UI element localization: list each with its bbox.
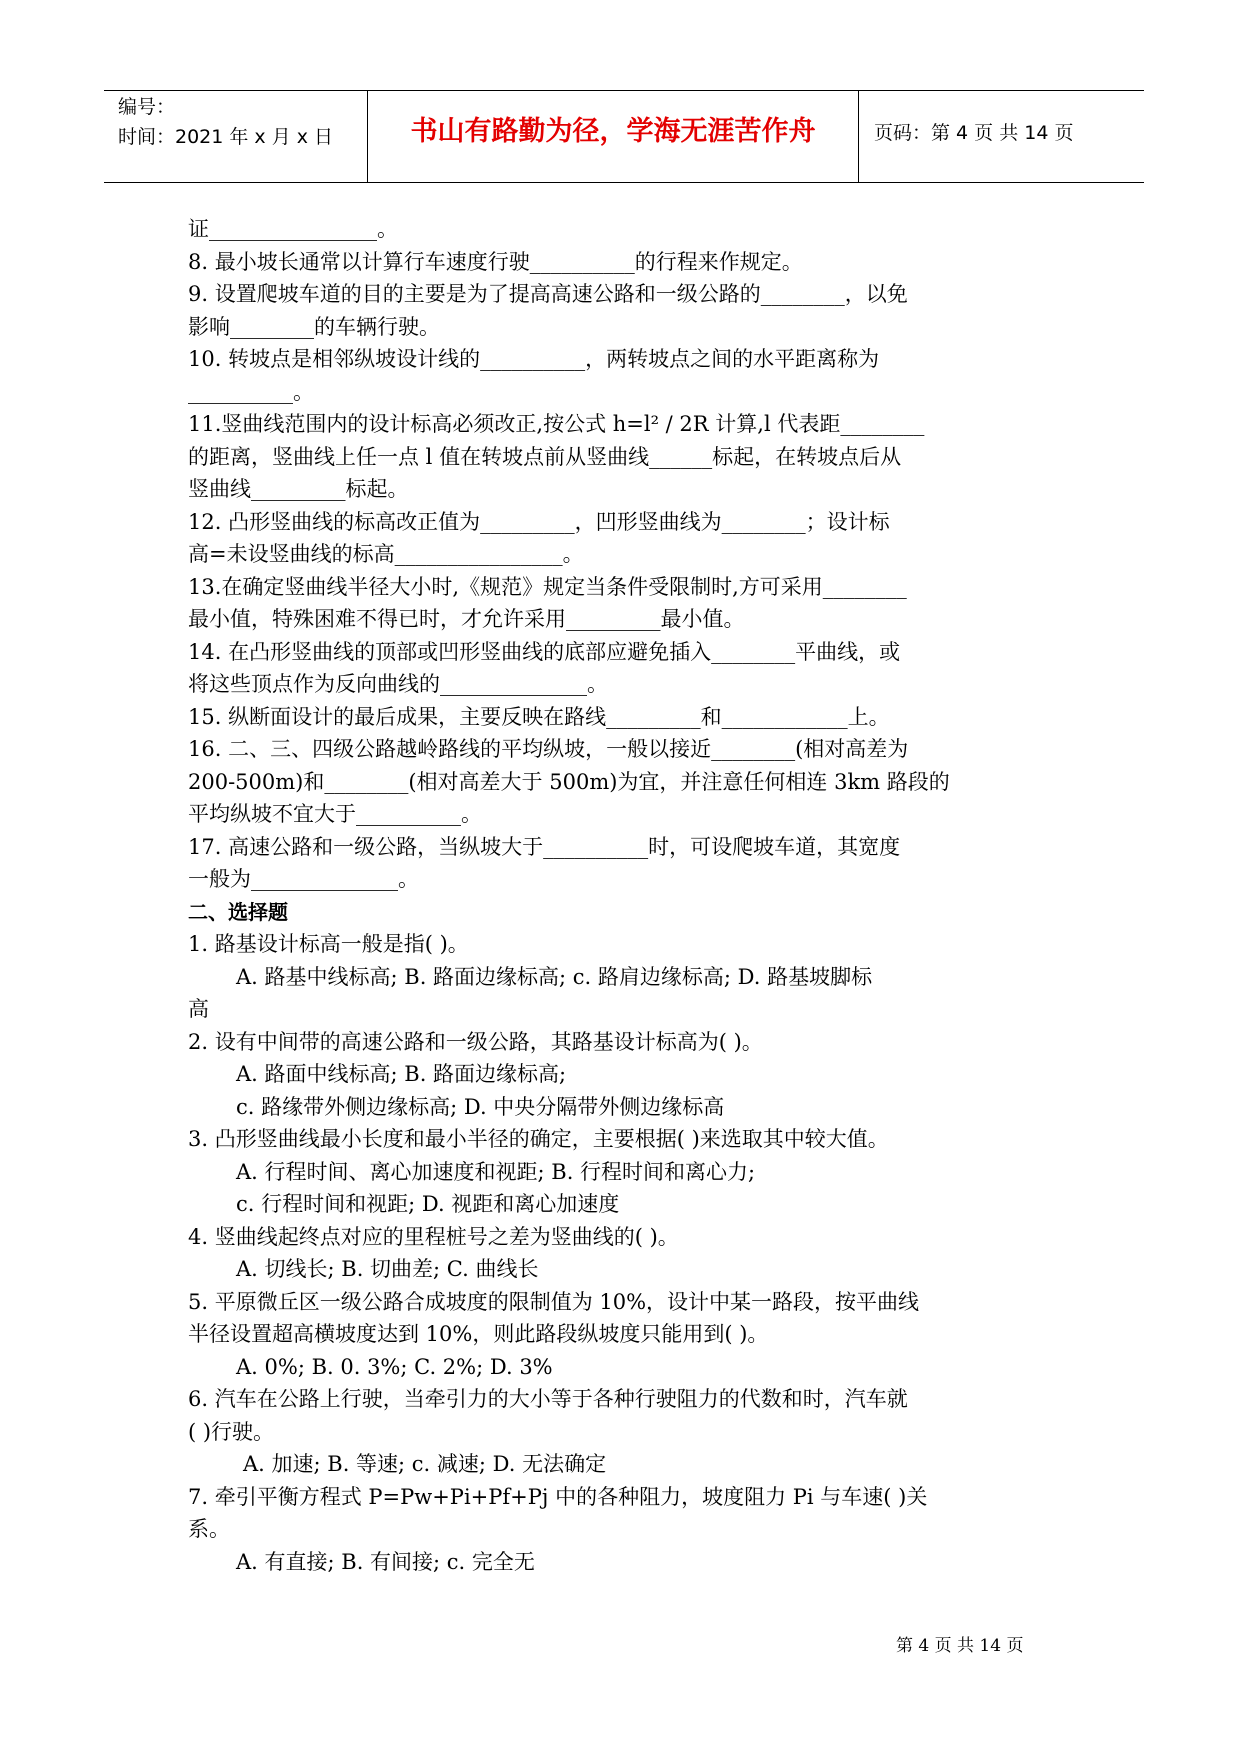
text-line: 影响________的车辆行驶。 <box>188 314 440 339</box>
text-line: 16. 二、三、四级公路越岭路线的平均纵坡，一般以接近________(相对高差为 <box>188 737 909 761</box>
question-line: 1. 路基设计标高一般是指( )。 <box>188 932 469 956</box>
question-line: 半径设置超高横坡度达到 10%，则此路段纵坡度只能用到( )。 <box>188 1322 769 1346</box>
text-line: 的距离，竖曲线上任一点 l 值在转坡点前从竖曲线______标起，在转坡点后从 <box>188 444 902 469</box>
text-line: 12. 凸形竖曲线的标高改正值为_________，凹形竖曲线为________；设计标 <box>188 509 890 534</box>
text-line: 证________________。 <box>188 217 398 241</box>
question-line: 7. 牵引平衡方程式 P=Pw+Pi+Pf+Pj 中的各种阻力，坡度阻力 Pi 与车速( )关 <box>188 1484 928 1509</box>
header-time: 时间：2021 年 x 月 x 日 <box>118 126 334 148</box>
text-line: 高=未设竖曲线的标高________________。 <box>188 542 584 566</box>
text-line: 200-500m)和________(相对高差大于 500m)为宜，并注意任何相连 3km 路段的 <box>188 769 950 794</box>
text-line: 平均纵坡不宜大于__________。 <box>188 802 482 826</box>
option-line: A. 0%; B. 0. 3%; C. 2%; D. 3% <box>236 1354 553 1379</box>
question-line: 4. 竖曲线起终点对应的里程桩号之差为竖曲线的( )。 <box>188 1224 679 1249</box>
option-line: A. 路基中线标高; B. 路面边缘标高; c. 路肩边缘标高; D. 路基坡脚标 <box>236 964 873 989</box>
question-line: 高 <box>188 997 209 1021</box>
option-line: A. 加速; B. 等速; c. 减速; D. 无法确定 <box>243 1452 607 1476</box>
question-line: 6. 汽车在公路上行驶，当牵引力的大小等于各种行驶阻力的代数和时，汽车就 <box>188 1387 908 1411</box>
option-line: A. 行程时间、离心加速度和视距; B. 行程时间和离心力; <box>236 1159 756 1184</box>
text-line: 将这些顶点作为反向曲线的______________。 <box>188 672 608 696</box>
header-meta <box>118 92 333 152</box>
question-line: 2. 设有中间带的高速公路和一级公路，其路基设计标高为( )。 <box>188 1029 763 1054</box>
text-line: 8. 最小坡长通常以计算行车速度行驶__________的行程来作规定。 <box>188 249 803 274</box>
page-header <box>104 90 1144 183</box>
text-line: 10. 转坡点是相邻纵坡设计线的__________，两转坡点之间的水平距离称为 <box>188 347 880 371</box>
question-line: ( )行驶。 <box>188 1419 275 1444</box>
text-line: 17. 高速公路和一级公路，当纵坡大于__________时，可设爬坡车道，其宽度 <box>188 834 901 859</box>
text-line: 9. 设置爬坡车道的目的主要是为了提高高速公路和一级公路的________，以免 <box>188 282 908 306</box>
text-line: 15. 纵断面设计的最后成果，主要反映在路线_________和____________上。 <box>188 704 890 729</box>
header-top-rule <box>104 90 1144 91</box>
page-footer: 第 4 页 共 14 页 <box>896 1636 1024 1656</box>
text-line: 一般为______________。 <box>188 867 419 891</box>
option-line: c. 路缘带外侧边缘标高; D. 中央分隔带外侧边缘标高 <box>236 1094 725 1119</box>
text-line: 11.竖曲线范围内的设计标高必须改正,按公式 h=l² / 2R 计算,l 代表距________ <box>188 412 925 436</box>
header-page-number: 页码：第 4 页 共 14 页 <box>874 122 1074 144</box>
option-line: c. 行程时间和视距; D. 视距和离心加速度 <box>236 1192 620 1216</box>
header-bottom-rule <box>104 182 1144 183</box>
option-line: A. 有直接; B. 有间接; c. 完全无 <box>236 1549 535 1574</box>
header-motto: 书山有路勤为径，学海无涯苦作舟 <box>410 116 816 147</box>
header-divider <box>858 90 859 183</box>
text-line: __________。 <box>188 379 314 404</box>
question-line: 系。 <box>188 1517 230 1541</box>
text-line: 最小值，特殊困难不得已时，才允许采用_________最小值。 <box>188 607 745 631</box>
section-title: 二、选择题 <box>188 899 288 924</box>
option-line: A. 路面中线标高; B. 路面边缘标高; <box>236 1062 567 1086</box>
text-line: 14. 在凸形竖曲线的顶部或凹形竖曲线的底部应避免插入________平曲线，或 <box>188 639 901 664</box>
question-line: 3. 凸形竖曲线最小长度和最小半径的确定，主要根据( )来选取其中较大值。 <box>188 1127 889 1151</box>
header-number: 编号： <box>118 96 176 118</box>
text-line: 13.在确定竖曲线半径大小时,《规范》规定当条件受限制时,方可采用________ <box>188 574 907 599</box>
question-line: 5. 平原微丘区一级公路合成坡度的限制值为 10%，设计中某一路段，按平曲线 <box>188 1289 920 1314</box>
text-line: 竖曲线_________标起。 <box>188 477 409 501</box>
option-line: A. 切线长; B. 切曲差; C. 曲线长 <box>236 1257 539 1281</box>
document-body <box>188 213 1058 1578</box>
